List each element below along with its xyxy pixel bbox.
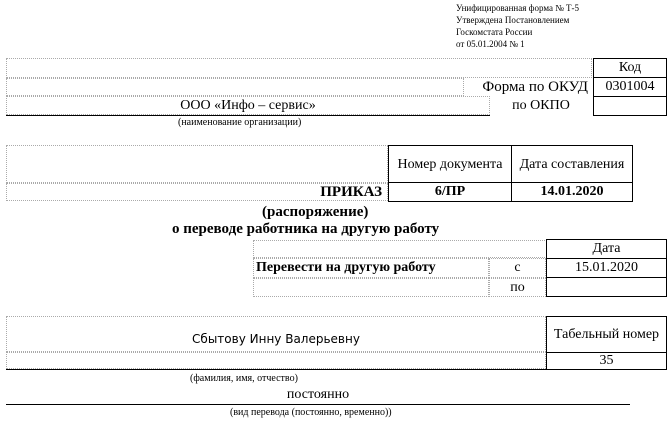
form-header-line: Унифицированная форма № Т-5 (456, 3, 580, 13)
transfer-kind-underline (6, 404, 630, 405)
okpo-label: по ОКПО (512, 98, 570, 113)
tab-number: 35 (546, 352, 667, 370)
doc-date: 14.01.2020 (511, 182, 633, 202)
transfer-dotted-top (253, 240, 547, 258)
transfer-empty-cell (253, 278, 489, 297)
code-header: Код (593, 58, 667, 78)
transfer-kind: постоянно (286, 387, 350, 402)
form-header-line: Утверждена Постановлением (456, 15, 570, 25)
transfer-kind-caption: (вид перевода (постоянно, временно)) (230, 407, 392, 418)
tab-number-header: Табельный номер (546, 316, 667, 353)
organization-name: ООО «Инфо – сервис» (180, 98, 316, 113)
transfer-to-date (546, 277, 667, 297)
employee-name-caption: (фамилия, имя, отчество) (190, 373, 298, 384)
transfer-label: Перевести на другую работу (256, 260, 436, 275)
form-header-line: от 05.01.2004 № 1 (456, 39, 525, 49)
okud-value: 0301004 (593, 77, 667, 97)
okud-label: Форма по ОКУД (482, 79, 588, 95)
org-mid-row (6, 78, 464, 96)
transfer-from-date: 15.01.2020 (546, 258, 667, 278)
org-top-row (6, 58, 592, 78)
organization-caption: (наименование организации) (178, 117, 302, 128)
order-subject: о переводе работника на другую работу (172, 221, 440, 237)
doc-date-header: Дата составления (511, 145, 633, 183)
order-subtitle: (распоряжение) (262, 204, 369, 220)
okpo-value (593, 96, 667, 116)
transfer-date-header: Дата (546, 239, 667, 259)
doc-number-header: Номер документа (388, 145, 512, 183)
employee-underline (6, 369, 546, 370)
employee-dotted-bottom (6, 352, 546, 369)
order-title: ПРИКАЗ (320, 184, 382, 200)
transfer-from-label: с (489, 258, 546, 278)
transfer-to-label: по (489, 278, 546, 297)
form-header (456, 2, 579, 50)
doc-number: 6/ПР (388, 182, 512, 202)
form-header-line: Госкомстата России (456, 27, 533, 37)
employee-name: Сбытову Инну Валерьевну (192, 332, 360, 346)
order-dotted-top (6, 145, 388, 183)
org-underline (6, 115, 490, 116)
